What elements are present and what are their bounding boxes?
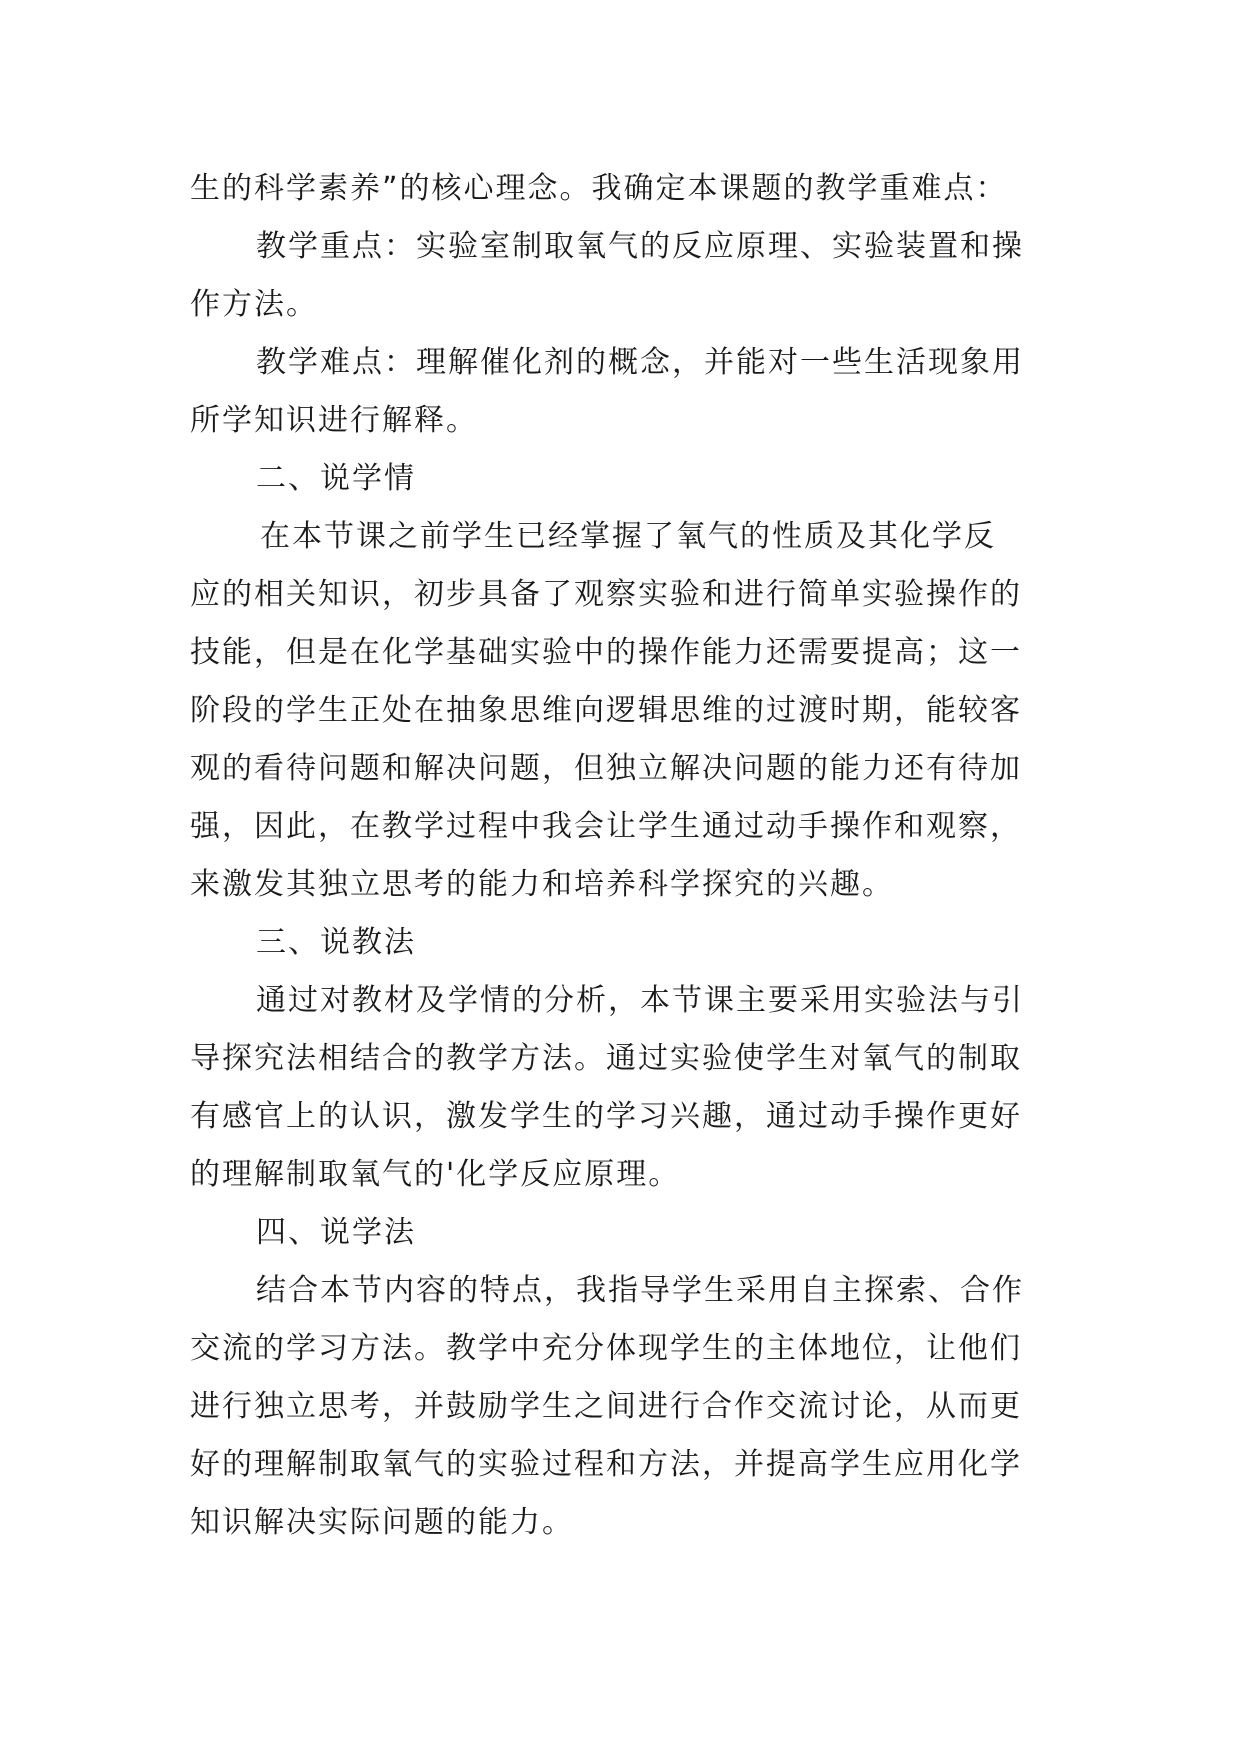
text-line: 生的科学素养”的核心理念。我确定本课题的教学重难点： bbox=[190, 171, 1008, 206]
paragraph-start: 结合本节内容的特点，我指导学生采用自主探索、合作 bbox=[256, 1273, 1024, 1308]
text-line: 交流的学习方法。教学中充分体现学生的主体地位，让他们 bbox=[190, 1331, 1022, 1366]
text-line: 好的理解制取氧气的实验过程和方法，并提高学生应用化学 bbox=[190, 1447, 1022, 1482]
difficult-point-line: 教学难点：理解催化剂的概念，并能对一些生活现象用 bbox=[256, 345, 1024, 380]
text-line: 的理解制取氧气的'化学反应原理。 bbox=[190, 1157, 681, 1192]
text-line: 导探究法相结合的教学方法。通过实验使学生对氧气的制取 bbox=[190, 1041, 1022, 1076]
paragraph-start: 在本节课之前学生已经掌握了氧气的性质及其化学反 bbox=[260, 519, 996, 554]
key-point-line: 教学重点：实验室制取氧气的反应原理、实验装置和操 bbox=[256, 229, 1024, 264]
text-line: 所学知识进行解释。 bbox=[190, 403, 478, 438]
section-heading: 二、说学情 bbox=[256, 461, 416, 496]
paragraph-start: 通过对教材及学情的分析，本节课主要采用实验法与引 bbox=[256, 983, 1024, 1018]
text-line: 作方法。 bbox=[190, 287, 318, 322]
text-line: 观的看待问题和解决问题，但独立解决问题的能力还有待加 bbox=[190, 751, 1022, 786]
section-heading: 四、说学法 bbox=[256, 1215, 416, 1250]
text-line: 强，因此，在教学过程中我会让学生通过动手操作和观察， bbox=[190, 809, 1022, 844]
section-heading: 三、说教法 bbox=[256, 925, 416, 960]
text-line: 阶段的学生正处在抽象思维向逻辑思维的过渡时期，能较客 bbox=[190, 693, 1022, 728]
text-line: 有感官上的认识，激发学生的学习兴趣，通过动手操作更好 bbox=[190, 1099, 1022, 1134]
text-line: 应的相关知识，初步具备了观察实验和进行简单实验操作的 bbox=[190, 577, 1022, 612]
text-line: 进行独立思考，并鼓励学生之间进行合作交流讨论，从而更 bbox=[190, 1389, 1022, 1424]
document-body bbox=[190, 160, 1090, 1552]
text-line: 技能，但是在化学基础实验中的操作能力还需要提高；这一 bbox=[190, 635, 1022, 670]
text-line: 知识解决实际问题的能力。 bbox=[190, 1505, 574, 1540]
text-line: 来激发其独立思考的能力和培养科学探究的兴趣。 bbox=[190, 867, 894, 902]
